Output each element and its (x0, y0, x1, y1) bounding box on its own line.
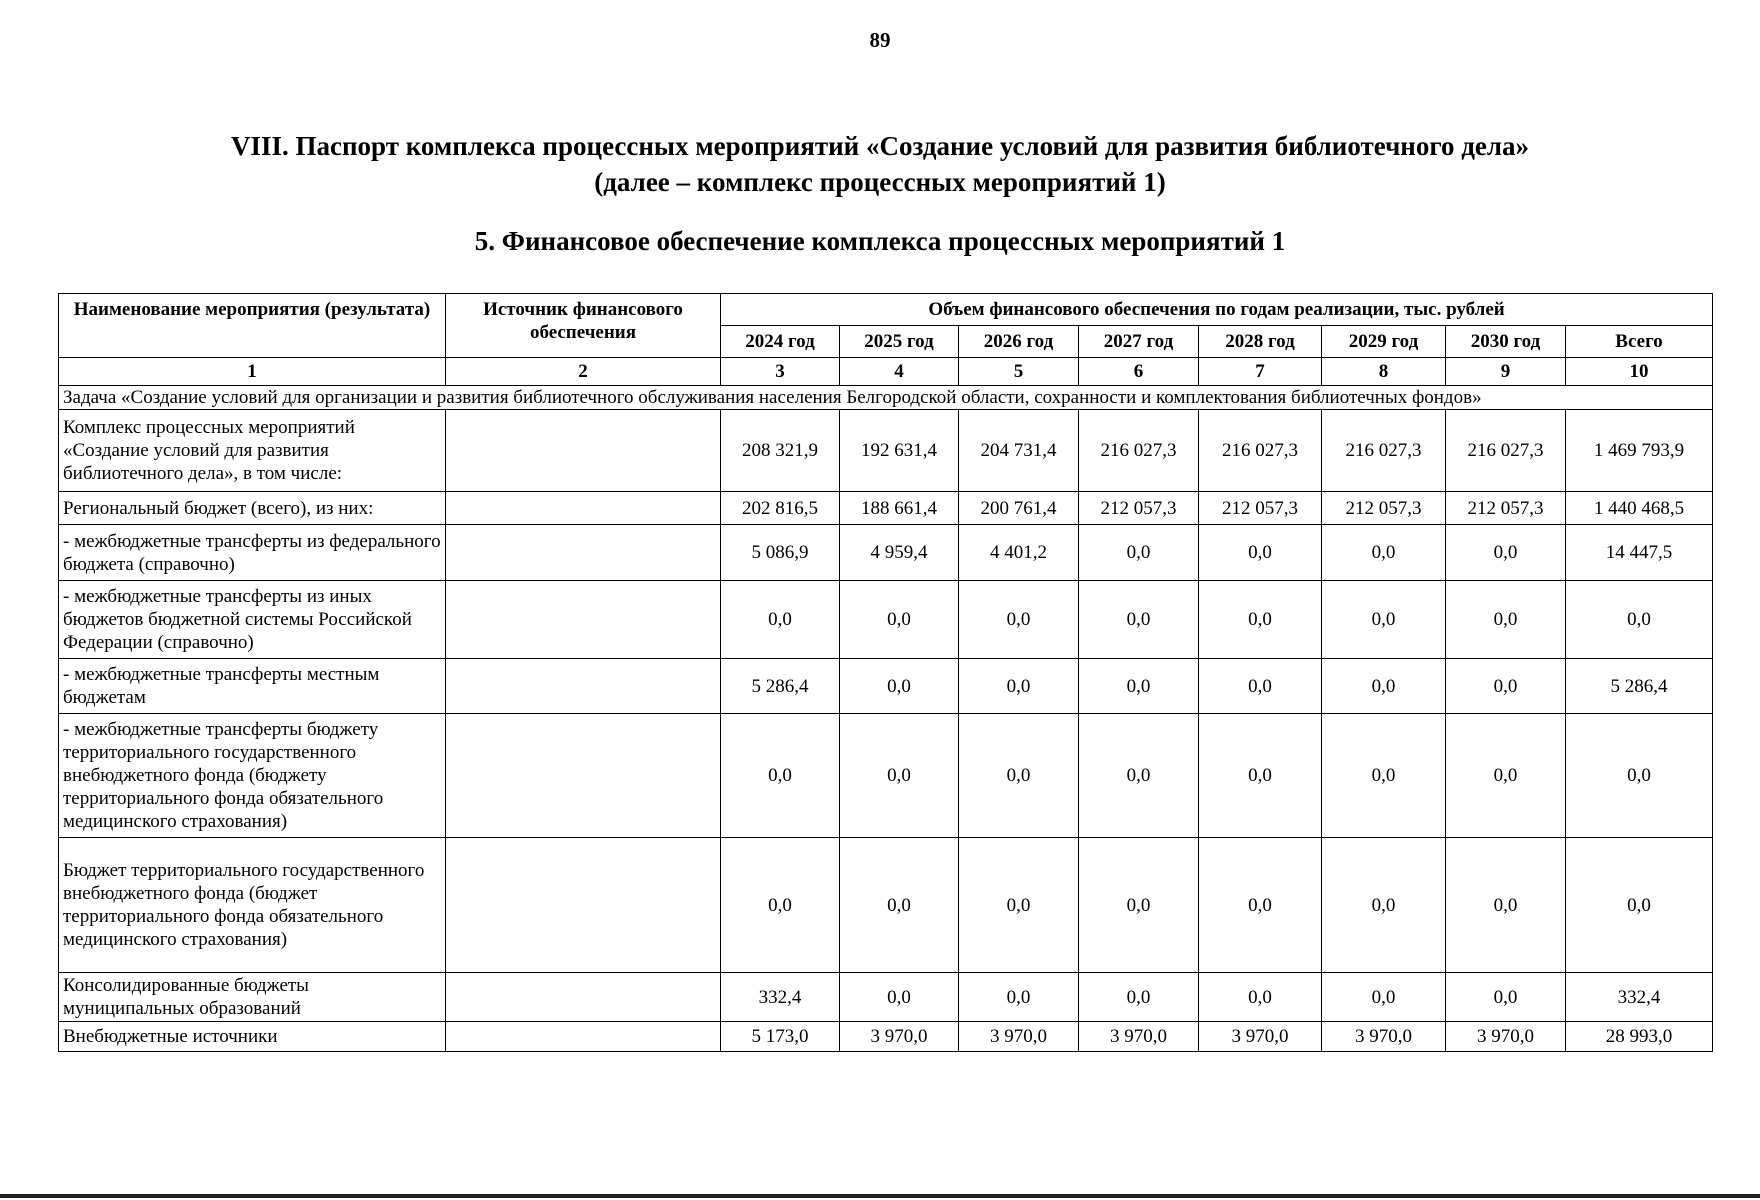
row-year-value: 3 970,0 (1322, 1022, 1446, 1052)
header-volume: Объем финансового обеспечения по годам реализации, тыс. рублей (721, 294, 1713, 326)
header-total: Всего (1566, 326, 1713, 358)
row-source (446, 838, 721, 973)
row-year-value: 0,0 (1322, 838, 1446, 973)
row-source (446, 492, 721, 525)
table-row (59, 714, 1713, 838)
document-title (0, 128, 1760, 200)
row-source (446, 714, 721, 838)
row-year-value: 3 970,0 (840, 1022, 959, 1052)
row-year-value: 0,0 (840, 659, 959, 714)
row-source (446, 973, 721, 1022)
row-year-value: 200 761,4 (959, 492, 1079, 525)
row-year-value: 0,0 (1199, 714, 1322, 838)
header-year: 2026 год (959, 326, 1079, 358)
row-year-value: 0,0 (1079, 973, 1199, 1022)
row-year-value: 0,0 (721, 581, 840, 659)
column-numbers-row (59, 358, 1713, 386)
task-row (59, 386, 1713, 410)
table-row (59, 659, 1713, 714)
row-year-value: 0,0 (959, 714, 1079, 838)
row-year-value: 0,0 (840, 581, 959, 659)
row-total-value: 5 286,4 (1566, 659, 1713, 714)
row-name: - межбюджетные трансферты местным бюджетам (59, 659, 446, 714)
row-name: Бюджет территориального государственного внебюджетного фонда (бюджет территориального фонда обязательного медицинского страхования) (59, 838, 446, 973)
header-name: Наименование мероприятия (результата) (59, 294, 446, 358)
header-year: 2027 год (1079, 326, 1199, 358)
header-year: 2025 год (840, 326, 959, 358)
row-source (446, 525, 721, 581)
row-source (446, 410, 721, 492)
bottom-rule (0, 1194, 1760, 1198)
row-year-value: 0,0 (1322, 659, 1446, 714)
row-year-value: 0,0 (1199, 973, 1322, 1022)
row-year-value: 0,0 (840, 973, 959, 1022)
row-year-value: 3 970,0 (1199, 1022, 1322, 1052)
row-year-value: 4 959,4 (840, 525, 959, 581)
row-year-value: 0,0 (1446, 659, 1566, 714)
column-number: 7 (1199, 358, 1322, 386)
row-year-value: 212 057,3 (1322, 492, 1446, 525)
row-year-value: 0,0 (1322, 973, 1446, 1022)
row-year-value: 0,0 (1446, 714, 1566, 838)
row-year-value: 208 321,9 (721, 410, 840, 492)
page-number: 89 (869, 28, 891, 52)
row-year-value: 0,0 (721, 838, 840, 973)
row-year-value: 216 027,3 (1322, 410, 1446, 492)
row-name: Региональный бюджет (всего), из них: (59, 492, 446, 525)
row-year-value: 3 970,0 (959, 1022, 1079, 1052)
row-total-value: 332,4 (1566, 973, 1713, 1022)
row-year-value: 0,0 (1322, 581, 1446, 659)
row-year-value: 0,0 (1322, 714, 1446, 838)
row-name: Внебюджетные источники (59, 1022, 446, 1052)
row-year-value: 0,0 (1446, 525, 1566, 581)
row-year-value: 0,0 (959, 973, 1079, 1022)
table-row (59, 410, 1713, 492)
financing-table (58, 293, 1713, 1052)
row-total-value: 1 440 468,5 (1566, 492, 1713, 525)
row-name: - межбюджетные трансферты из иных бюджетов бюджетной системы Российской Федерации (справочно) (59, 581, 446, 659)
header-row (59, 294, 1713, 326)
row-name: Комплекс процессных мероприятий «Создание условий для развития библиотечного дела», в том числе: (59, 410, 446, 492)
row-year-value: 3 970,0 (1446, 1022, 1566, 1052)
row-year-value: 216 027,3 (1079, 410, 1199, 492)
header-year: 2029 год (1322, 326, 1446, 358)
table-row (59, 1022, 1713, 1052)
row-year-value: 0,0 (1199, 525, 1322, 581)
section-title: 5. Финансовое обеспечение комплекса процессных мероприятий 1 (474, 226, 1286, 256)
row-year-value: 0,0 (1446, 973, 1566, 1022)
row-year-value: 0,0 (1079, 714, 1199, 838)
row-year-value: 3 970,0 (1079, 1022, 1199, 1052)
row-year-value: 4 401,2 (959, 525, 1079, 581)
column-number: 8 (1322, 358, 1446, 386)
header-source: Источник финансового обеспечения (446, 294, 721, 358)
row-year-value: 332,4 (721, 973, 840, 1022)
header-year: 2028 год (1199, 326, 1322, 358)
row-total-value: 28 993,0 (1566, 1022, 1713, 1052)
row-year-value: 216 027,3 (1446, 410, 1566, 492)
column-number: 6 (1079, 358, 1199, 386)
row-year-value: 212 057,3 (1199, 492, 1322, 525)
column-number: 10 (1566, 358, 1713, 386)
row-name: - межбюджетные трансферты из федерального бюджета (справочно) (59, 525, 446, 581)
header-year: 2030 год (1446, 326, 1566, 358)
row-total-value: 0,0 (1566, 838, 1713, 973)
table-row (59, 973, 1713, 1022)
row-year-value: 5 173,0 (721, 1022, 840, 1052)
row-year-value: 0,0 (1079, 838, 1199, 973)
row-year-value: 202 816,5 (721, 492, 840, 525)
row-year-value: 0,0 (959, 838, 1079, 973)
table-body (59, 358, 1713, 1052)
column-number: 4 (840, 358, 959, 386)
table-row (59, 581, 1713, 659)
row-year-value: 0,0 (1079, 525, 1199, 581)
row-year-value: 192 631,4 (840, 410, 959, 492)
row-total-value: 14 447,5 (1566, 525, 1713, 581)
title-line-2: (далее – комплекс процессных мероприятий 1) (594, 167, 1166, 197)
row-year-value: 0,0 (1199, 659, 1322, 714)
column-number: 1 (59, 358, 446, 386)
table-row (59, 492, 1713, 525)
row-source (446, 1022, 721, 1052)
row-source (446, 581, 721, 659)
row-year-value: 0,0 (1079, 659, 1199, 714)
row-source (446, 659, 721, 714)
row-total-value: 0,0 (1566, 714, 1713, 838)
row-year-value: 212 057,3 (1079, 492, 1199, 525)
title-line-1: VIII. Паспорт комплекса процессных мероприятий «Создание условий для развития библиотечного дела» (230, 131, 1529, 161)
row-year-value: 0,0 (959, 659, 1079, 714)
row-year-value: 204 731,4 (959, 410, 1079, 492)
row-year-value: 0,0 (1446, 581, 1566, 659)
row-year-value: 188 661,4 (840, 492, 959, 525)
table-row (59, 525, 1713, 581)
row-year-value: 5 086,9 (721, 525, 840, 581)
column-number: 3 (721, 358, 840, 386)
row-total-value: 0,0 (1566, 581, 1713, 659)
row-year-value: 212 057,3 (1446, 492, 1566, 525)
row-name: Консолидированные бюджеты муниципальных образований (59, 973, 446, 1022)
row-name: - межбюджетные трансферты бюджету территориального государственного внебюджетного фонда (бюджету территориального фонда обязательного медицинского страхования) (59, 714, 446, 838)
row-year-value: 216 027,3 (1199, 410, 1322, 492)
column-number: 9 (1446, 358, 1566, 386)
row-year-value: 0,0 (1322, 525, 1446, 581)
row-year-value: 5 286,4 (721, 659, 840, 714)
row-year-value: 0,0 (1079, 581, 1199, 659)
table-row (59, 838, 1713, 973)
row-year-value: 0,0 (1446, 838, 1566, 973)
row-year-value: 0,0 (1199, 838, 1322, 973)
row-year-value: 0,0 (1199, 581, 1322, 659)
row-year-value: 0,0 (840, 838, 959, 973)
column-number: 2 (446, 358, 721, 386)
header-year: 2024 год (721, 326, 840, 358)
row-total-value: 1 469 793,9 (1566, 410, 1713, 492)
row-year-value: 0,0 (721, 714, 840, 838)
task-text: Задача «Создание условий для организации и развития библиотечного обслуживания населения Белгородской области, сохранности и комплектования библиотечных фондов» (59, 386, 1713, 410)
column-number: 5 (959, 358, 1079, 386)
row-year-value: 0,0 (959, 581, 1079, 659)
row-year-value: 0,0 (840, 714, 959, 838)
